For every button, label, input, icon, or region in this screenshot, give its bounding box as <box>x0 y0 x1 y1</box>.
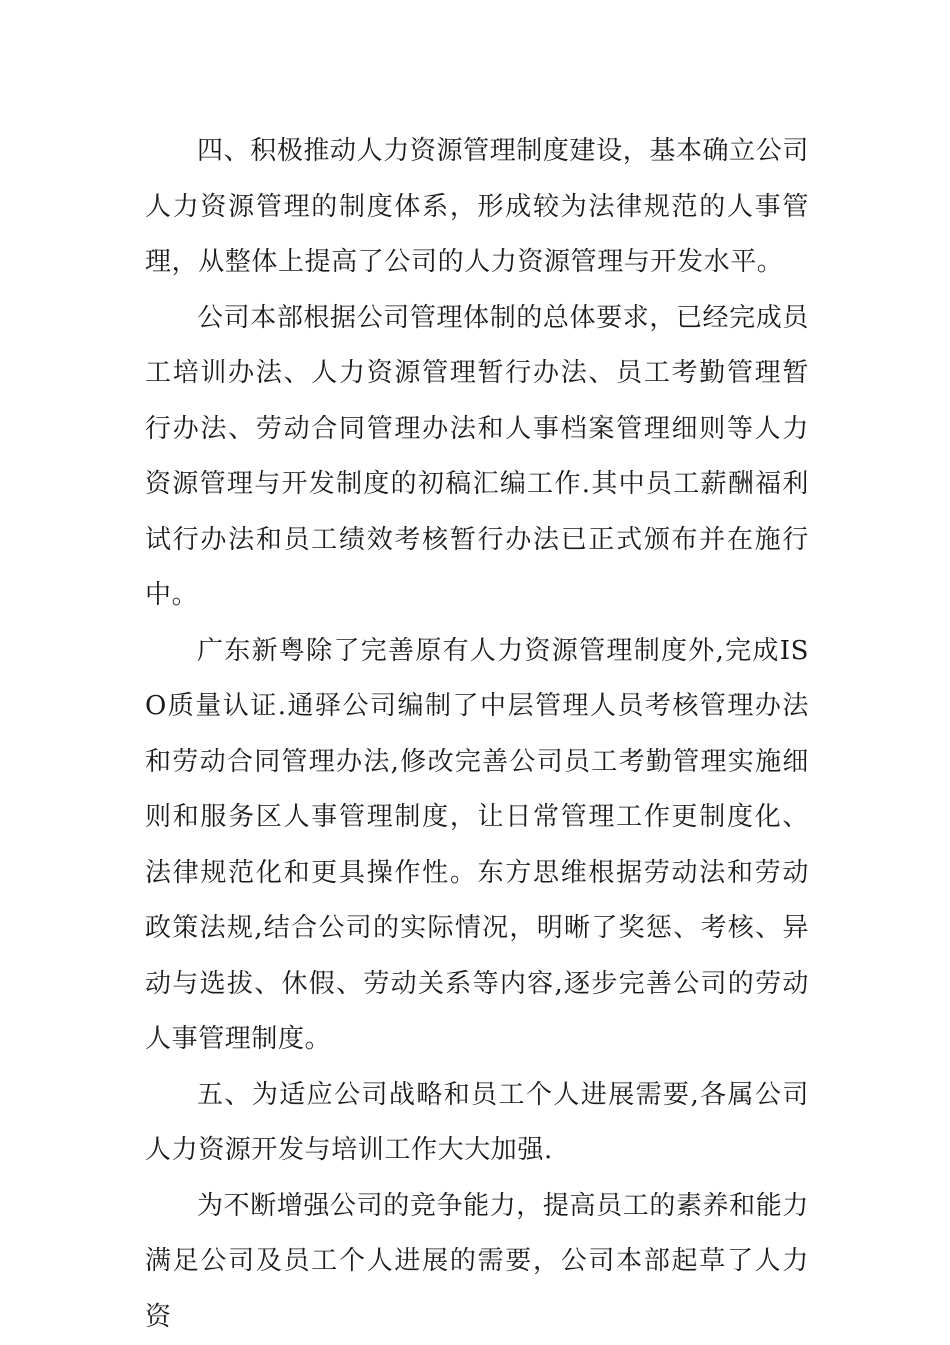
paragraph-headquarters-policies: 公司本部根据公司管理体制的总体要求，已经完成员工培训办法、人力资源管理暂行办法、员工考勤管理暂行办法、劳动合同管理办法和人事档案管理细则等人力资源管理与开发制度的初稿汇编工作.其中员工薪酬福利试行办法和员工绩效考核暂行办法已正式颁布并在施行中。 <box>145 291 809 624</box>
paragraph-subsidiaries-policies: 广东新粤除了完善原有人力资源管理制度外,完成ISO质量认证.通驿公司编制了中层管理人员考核管理办法和劳动合同管理办法,修改完善公司员工考勤管理实施细则和服务区人事管理制度，让日常管理工作更制度化、法律规范化和更具操作性。东方思维根据劳动法和劳动政策法规,结合公司的实际情况，明晰了奖惩、考核、异动与选拔、休假、劳动关系等内容,逐步完善公司的劳动人事管理制度。 <box>145 624 809 1068</box>
paragraph-section-five: 五、为适应公司战略和员工个人进展需要,各属公司人力资源开发与培训工作大大加强. <box>145 1068 809 1179</box>
paragraph-training: 为不断增强公司的竞争能力，提高员工的素养和能力满足公司及员工个人进展的需要，公司本部起草了人力资 <box>145 1179 809 1345</box>
paragraph-section-four: 四、积极推动人力资源管理制度建设，基本确立公司人力资源管理的制度体系，形成较为法律规范的人事管理，从整体上提高了公司的人力资源管理与开发水平。 <box>145 124 809 291</box>
document-body <box>145 124 809 1345</box>
